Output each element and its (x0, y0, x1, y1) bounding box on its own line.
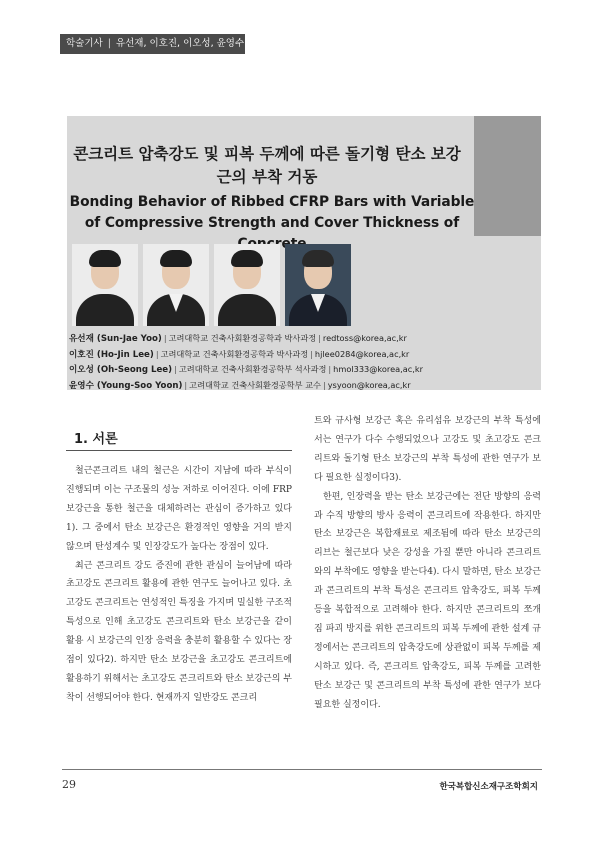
paragraph: 철근콘크리트 내의 철근은 시간이 지남에 따라 부식이 진행되며 이는 구조물의 성능 저하로 이어진다. 이에 FRP 보강근을 통한 철근을 대체하려는 관심이 증가하고 있다1). 그 중에서 탄소 보강근은 환경적인 영향을 거의 받지 않으며 탄성계수 및 인장강도가 높다는 장점이 있다. (66, 466, 292, 552)
author-row: 이호진 (Ho-Jin Lee) | 고려대학교 건축사회환경공학과 박사과정 | hjlee0284@korea,ac,kr (69, 348, 410, 360)
author-row: 윤영수 (Young-Soo Yoon) | 고려대학교 건축사회환경공학부 교수 | ysyoon@korea,ac,kr (69, 379, 411, 391)
section-title: 서론 (92, 432, 118, 447)
footer-rule (62, 769, 542, 770)
author-affiliation: 고려대학교 건축사회환경공학부 교수 (189, 379, 321, 390)
author-name: 이오성 (Oh-Seong Lee) (69, 365, 173, 376)
header-bar (60, 34, 245, 54)
author-affiliation: 고려대학교 건축사회환경공학과 박사과정 (160, 348, 309, 359)
paragraph: 최근 콘크리트 강도 증진에 관한 관심이 늘어남에 따라 초고강도 콘크리트 활용에 관한 연구도 늘어나고 있다. 초고강도 콘크리트는 연성적인 특징을 가지며 밀실한 구조적 특성으로 인해 초고강도 콘크리트와 탄소 보강근을 같이 활용 시 보강근의 인장 응력을 충분히 활용할 수 있다는 장점이 있다2). 하지만 탄소 보강근을 초고강도 콘크리트에 활용하기 위해서는 초고강도 콘크리트와 탄소 보강근의 부착이 선행되어야 한다. 현재까지 일반강도 콘크리 (66, 560, 292, 703)
section-number: 1. (74, 432, 88, 447)
author-photo-3 (214, 244, 280, 326)
body-column-left (66, 462, 292, 708)
author-photo-2 (143, 244, 209, 326)
header-category: 학술기사 (66, 38, 103, 49)
author-email: hjlee0284@korea,ac,kr (314, 348, 410, 359)
journal-name: 한국복합신소재구조학회지 (439, 782, 538, 792)
author-row: 이오성 (Oh-Seong Lee) | 고려대학교 건축사회환경공학부 석사과정 | hmol333@korea,ac,kr (69, 364, 423, 376)
author-photo-4 (285, 244, 351, 326)
author-row: 유선재 (Sun-Jae Yoo) | 고려대학교 건축사회환경공학과 박사과정 | redtoss@korea,ac,kr (69, 333, 407, 344)
page-number: 29 (62, 778, 76, 791)
author-name: 유선재 (Sun-Jae Yoo) (69, 334, 162, 344)
author-name: 윤영수 (Young-Soo Yoon) (69, 380, 183, 391)
header-divider: | (107, 38, 111, 49)
section-rule (66, 450, 292, 451)
author-affiliation: 고려대학교 건축사회환경공학과 박사과정 (168, 333, 317, 343)
body-column-right (314, 412, 541, 715)
author-photo-1 (72, 244, 138, 326)
author-name: 이호진 (Ho-Jin Lee) (69, 349, 154, 360)
author-list (69, 331, 539, 393)
paragraph: 트와 규사형 보강근 혹은 유리섬유 보강근의 부착 특성에서는 연구가 다수 수행되었으나 고강도 및 초고강도 콘크리트와 돌기형 탄소 보강근의 부착 특성에 관한 연구가 보다 필요한 실정이다3). (314, 416, 541, 483)
author-email: redtoss@korea,ac,kr (322, 333, 407, 343)
author-affiliation: 고려대학교 건축사회환경공학부 석사과정 (178, 364, 327, 375)
section-heading (74, 428, 300, 447)
paragraph: 한편, 인장력을 받는 탄소 보강근에는 전단 방향의 응력과 수직 방향의 방사 응력이 콘크리트에 작용한다. 하지만 탄소 보강근은 복합재료로 제조됨에 따라 탄소 보강근의 리브는 철근보다 낮은 강성을 가질 뿐만 아니라 콘크리트와의 부착에도 영향을 받는다4). 다시 말하면, 탄소 보강근과 콘크리트의 부착 특성은 콘크리트 압축강도, 피복 두께 등을 복합적으로 고려해야 한다. 하지만 콘크리트의 쪼개짐 파괴 방지를 위한 콘크리트의 피복 두께에 관한 설계 규정에서는 콘크리트의 압축강도에 상관없이 피복 두께를 제시하고 있다. 즉, 콘크리트 압축강도, 피복 두께를 고려한 탄소 보강근 및 콘크리트의 부착 특성에 관한 연구가 보다 필요한 실정이다. (314, 491, 541, 710)
author-email: ysyoon@korea,ac,kr (327, 379, 411, 390)
title-panel-accent (474, 116, 541, 236)
title-korean: 콘크리트 압축강도 및 피복 두께에 따른 돌기형 탄소 보강근의 부착 거동 (73, 145, 461, 186)
header-authors: 유선재, 이호진, 이오성, 윤영수 (115, 38, 245, 49)
title-english: Bonding Behavior of Ribbed CFRP Bars with Variable of Compressive Strength and Cover Thickness of (69, 194, 475, 231)
author-email: hmol333@korea,ac,kr (333, 364, 423, 375)
